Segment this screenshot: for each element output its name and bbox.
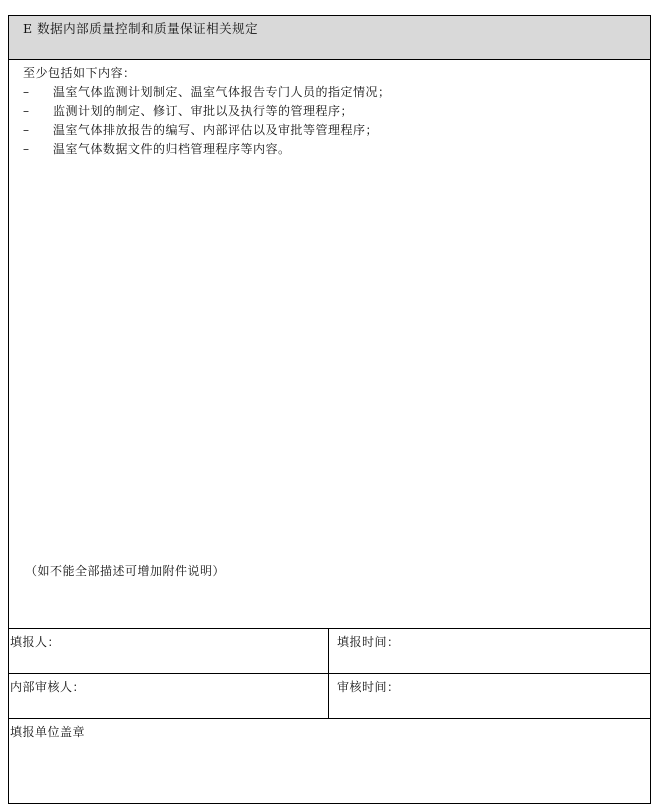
review-time-cell[interactable] xyxy=(329,674,650,718)
list-item xyxy=(23,102,391,121)
requirement-list xyxy=(23,83,391,159)
section-header xyxy=(9,16,650,60)
filler-label: 填报人： xyxy=(10,635,61,649)
list-item xyxy=(23,83,391,102)
list-item xyxy=(23,140,391,159)
reviewer-label: 内部审核人： xyxy=(10,680,86,694)
list-item xyxy=(23,121,391,140)
content-area xyxy=(9,60,650,629)
list-item-text: 温室气体排放报告的编写、内部评估以及审批等管理程序； xyxy=(53,123,379,137)
bullet-dash: – xyxy=(23,142,30,156)
review-time-label: 审核时间： xyxy=(337,680,400,694)
attachment-note: （如不能全部描述可增加附件说明） xyxy=(25,564,226,578)
fill-time-cell[interactable] xyxy=(329,629,650,673)
fill-time-label: 填报时间： xyxy=(337,635,400,649)
quality-control-form xyxy=(8,15,651,804)
bullet-dash: – xyxy=(23,104,30,118)
seal-row xyxy=(9,719,650,803)
bullet-dash: – xyxy=(23,123,30,137)
intro-text: 至少包括如下内容： xyxy=(23,66,136,80)
reviewer-row xyxy=(9,674,650,719)
list-item-text: 温室气体数据文件的归档管理程序等内容。 xyxy=(53,142,291,156)
bullet-dash: – xyxy=(23,85,30,99)
reviewer-cell[interactable] xyxy=(9,674,329,718)
list-item-text: 温室气体监测计划制定、温室气体报告专门人员的指定情况； xyxy=(53,85,391,99)
seal-label: 填报单位盖章 xyxy=(10,725,86,739)
seal-cell[interactable] xyxy=(9,719,650,803)
filler-row xyxy=(9,629,650,674)
list-item-text: 监测计划的制定、修订、审批以及执行等的管理程序； xyxy=(53,104,354,118)
section-title: E 数据内部质量控制和质量保证相关规定 xyxy=(23,21,259,36)
filler-cell[interactable] xyxy=(9,629,329,673)
